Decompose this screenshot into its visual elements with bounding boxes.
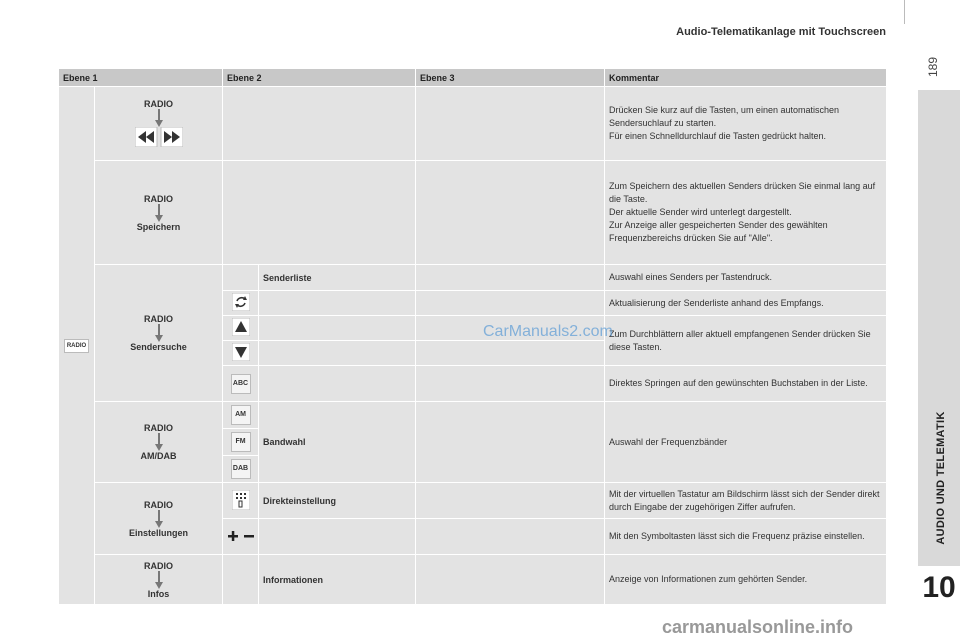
table-row [59,483,887,519]
submenu-label: Speichern [136,221,181,232]
table-row [59,87,887,161]
radio-label: RADIO [144,560,173,571]
header-divider [904,0,905,24]
level1-path-cell [95,483,223,555]
arrow-down-icon [154,433,164,451]
radio-label: RADIO [144,193,173,204]
level1-path-cell [95,265,223,402]
page-header-title: Audio-Telematikanlage mit Touchscreen [676,26,886,38]
alphabet-icon: ABC [231,374,251,394]
arrow-down-icon [232,343,250,361]
header-level1: Ebene 1 [59,69,223,87]
comment-cell: Aktualisierung der Senderliste anhand des Empfangs. [605,291,887,316]
submenu-label: Infos [147,588,170,599]
comment-cell: Mit der virtuellen Tastatur am Bildschirm lässt sich der Sender direkt durch Eingabe der zugehörigen Ziffer aufrufen. [605,483,887,519]
level1-path-cell [95,161,223,265]
comment-cell: Auswahl der Frequenzbänder [605,402,887,483]
table-row [59,161,887,265]
arrow-up-icon [232,318,250,336]
submenu-label: AM/DAB [140,451,177,461]
keypad-icon [232,490,250,510]
level2-label: Bandwahl [259,402,416,483]
comment-cell: Direktes Springen auf den gewünschten Buchstaben in der Liste. [605,366,887,402]
watermark-bottom: carmanualsonline.info [662,617,854,637]
arrow-down-icon [154,109,164,127]
level1-cell [59,87,95,605]
table-row [59,402,887,429]
submenu-label: Sendersuche [130,342,187,352]
dab-band-icon: DAB [231,459,251,479]
fm-band-icon: FM [231,432,251,452]
plus-minus-icon [225,529,257,543]
level2-label: Senderliste [259,265,416,291]
arrow-down-icon [154,510,164,528]
am-band-icon: AM [231,405,251,425]
comment-cell: Auswahl eines Senders per Tastendruck. [605,265,887,291]
level1-path-cell [95,402,223,483]
arrow-down-icon [154,204,164,222]
radio-label: RADIO [144,98,173,109]
chapter-section-label: AUDIO UND TELEMATIK [935,411,947,545]
level2-label: Direkteinstellung [259,483,416,519]
arrow-down-icon [154,324,164,342]
comment-cell: Mit den Symboltasten lässt sich die Frequenz präzise einstellen. [605,519,887,555]
header-level2: Ebene 2 [223,69,416,87]
level1-path-cell [95,87,223,161]
level1-path-cell [95,555,223,605]
seek-buttons-icon [135,127,183,147]
submenu-label: Einstellungen [129,527,189,538]
header-comment: Kommentar [605,69,887,87]
level2-label: Informationen [259,555,416,605]
radio-label: RADIO [144,314,173,324]
comment-cell: Anzeige von Informationen zum gehörten Sender. [605,555,887,605]
arrow-down-icon [154,571,164,589]
comment-cell: Zum Durchblättern aller aktuell empfangenen Sender drücken Sie diese Tasten. [605,316,887,366]
radio-source-icon: RADIO [64,339,89,353]
chapter-number: 10 [918,566,960,610]
table-row [59,265,887,291]
radio-label: RADIO [144,423,173,433]
radio-label: RADIO [144,499,173,510]
page-number: 189 [926,56,940,78]
radio-menu-table [58,68,887,605]
table-row [59,555,887,605]
comment-cell: Drücken Sie kurz auf die Tasten, um einen automatischen Sendersuchlauf zu starten. Für einen Schnelldurchlauf die Tasten gedrückt halten. [605,87,887,161]
comment-cell: Zum Speichern des aktuellen Senders drücken Sie einmal lang auf die Taste. Der aktuelle Sender wird unterlegt dargestellt. Zur Anzeige aller gespeicherten Sender des gewählten Frequenzbereichs drücken Sie auf "Alle". [605,161,887,265]
refresh-icon [232,293,250,311]
watermark-center: CarManuals2.com [483,323,613,340]
header-level3: Ebene 3 [416,69,605,87]
table-header-row [59,69,887,87]
